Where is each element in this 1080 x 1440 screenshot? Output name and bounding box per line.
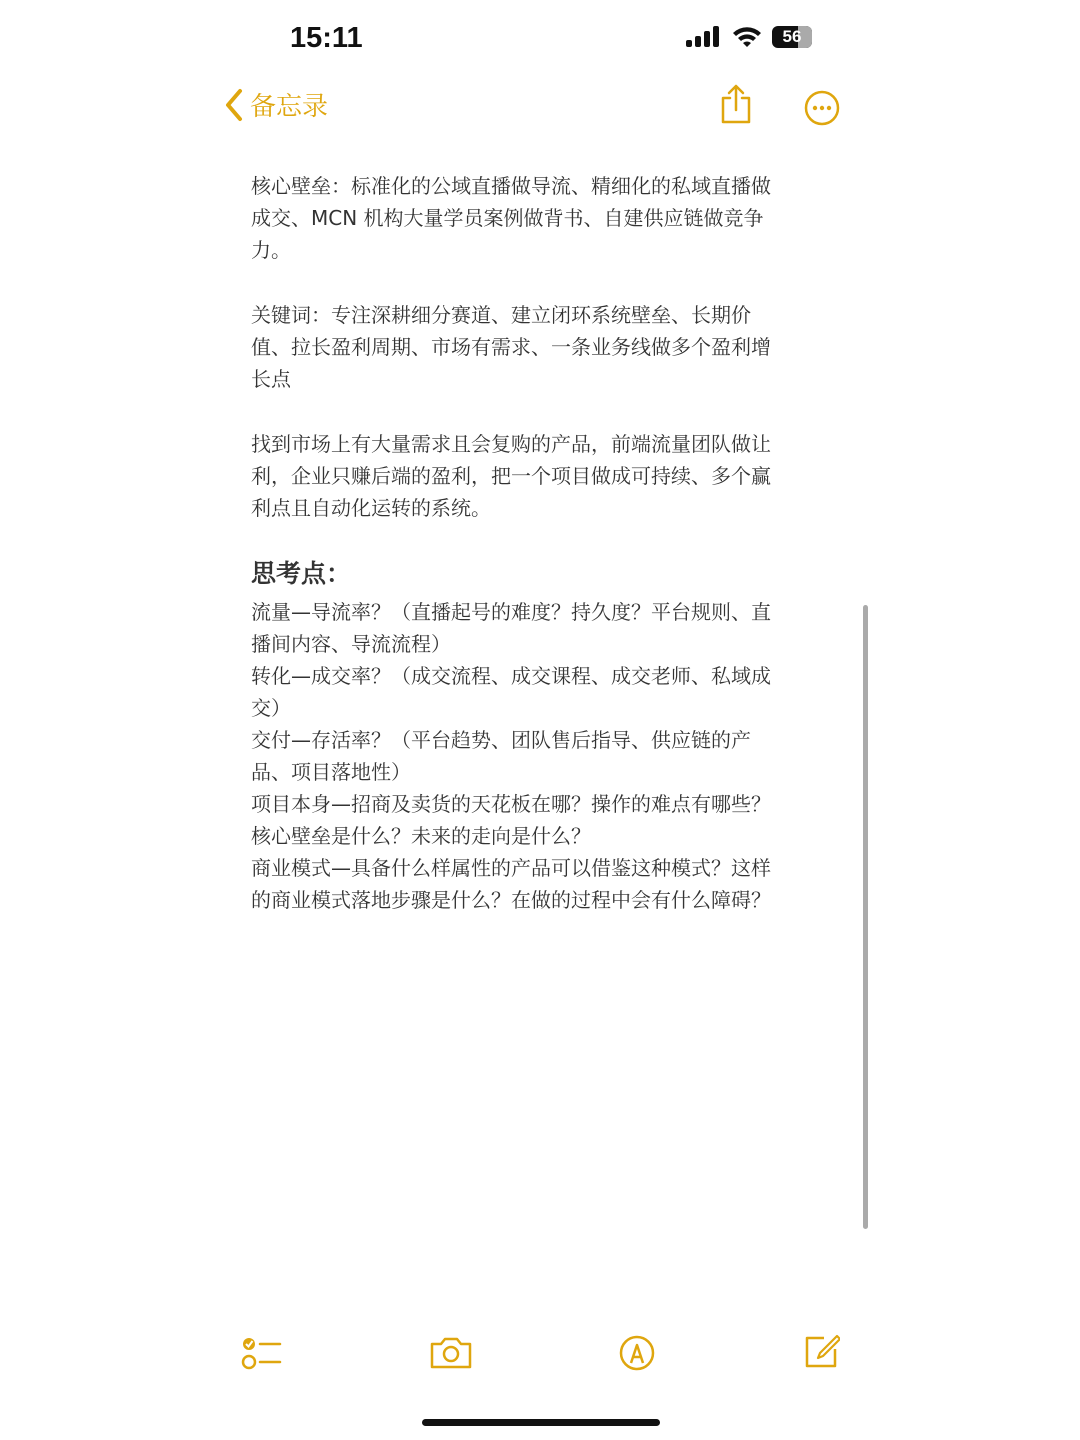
text-line: 利，企业只赚后端的盈利，把一个项目做成可持续、多个赢 (251, 464, 771, 488)
text-line: 关键词：专注深耕细分赛道、建立闭环系统壁垒、长期价 (251, 303, 751, 327)
text-line: 核心壁垒是什么？未来的走向是什么？ (251, 824, 591, 848)
note-paragraph (251, 170, 851, 266)
camera-button[interactable] (429, 1336, 473, 1374)
compose-button[interactable] (804, 1333, 840, 1373)
status-icons (686, 26, 812, 48)
status-time: 15:11 (290, 22, 363, 54)
checklist-button[interactable] (240, 1334, 282, 1378)
more-button[interactable] (804, 90, 840, 130)
text-line: 的商业模式落地步骤是什么？在做的过程中会有什么障碍？ (251, 888, 771, 912)
ellipsis-circle-icon (804, 90, 840, 126)
text-line: 交付—存活率？（平台趋势、团队售后指导、供应链的产 (251, 728, 751, 752)
wifi-icon (732, 26, 762, 48)
text-line: 转化—成交率？（成交流程、成交课程、成交老师、私域成 (251, 664, 771, 688)
note-body[interactable] (251, 170, 851, 916)
back-label: 备忘录 (250, 92, 329, 122)
text-line: 长点 (251, 367, 291, 391)
share-icon (720, 84, 752, 124)
compose-icon (804, 1333, 840, 1369)
share-button[interactable] (720, 84, 752, 128)
text-line: 项目本身—招商及卖货的天花板在哪？操作的难点有哪些？ (251, 792, 771, 816)
text-line: 值、拉长盈利周期、市场有需求、一条业务线做多个盈利增 (251, 335, 771, 359)
text-line: 商业模式—具备什么样属性的产品可以借鉴这种模式？这样 (251, 856, 771, 880)
battery-icon (772, 26, 812, 48)
cellular-signal-icon (686, 26, 722, 48)
back-button[interactable] (224, 86, 328, 123)
markup-button[interactable] (619, 1335, 655, 1375)
text-line: 播间内容、导流流程） (251, 632, 451, 656)
bottom-toolbar (0, 1330, 1080, 1378)
section-heading: 思考点： (251, 559, 352, 588)
text-line: 核心壁垒：标准化的公域直播做导流、精细化的私域直播做 (251, 174, 771, 198)
chevron-left-icon (224, 88, 244, 122)
text-line: 交） (251, 696, 291, 720)
camera-icon (429, 1336, 473, 1370)
text-line: 成交、MCN 机构大量学员案例做背书、自建供应链做竞争 (251, 206, 764, 230)
battery-level: 56 (782, 27, 802, 46)
note-paragraph (251, 428, 851, 524)
text-line: 流量—导流率？（直播起号的难度？持久度？平台规则、直 (251, 600, 771, 624)
text-line: 品、项目落地性） (251, 760, 411, 784)
text-line: 利点且自动化运转的系统。 (251, 496, 491, 520)
checklist-icon (240, 1334, 282, 1374)
scrollbar[interactable] (863, 605, 868, 1229)
home-indicator[interactable] (422, 1419, 660, 1426)
text-line: 力。 (251, 238, 291, 262)
pen-tip-circle-icon (619, 1335, 655, 1371)
thinking-points (251, 596, 851, 916)
note-paragraph (251, 299, 851, 395)
text-line: 找到市场上有大量需求且会复购的产品，前端流量团队做让 (251, 432, 771, 456)
nav-bar (224, 86, 844, 130)
